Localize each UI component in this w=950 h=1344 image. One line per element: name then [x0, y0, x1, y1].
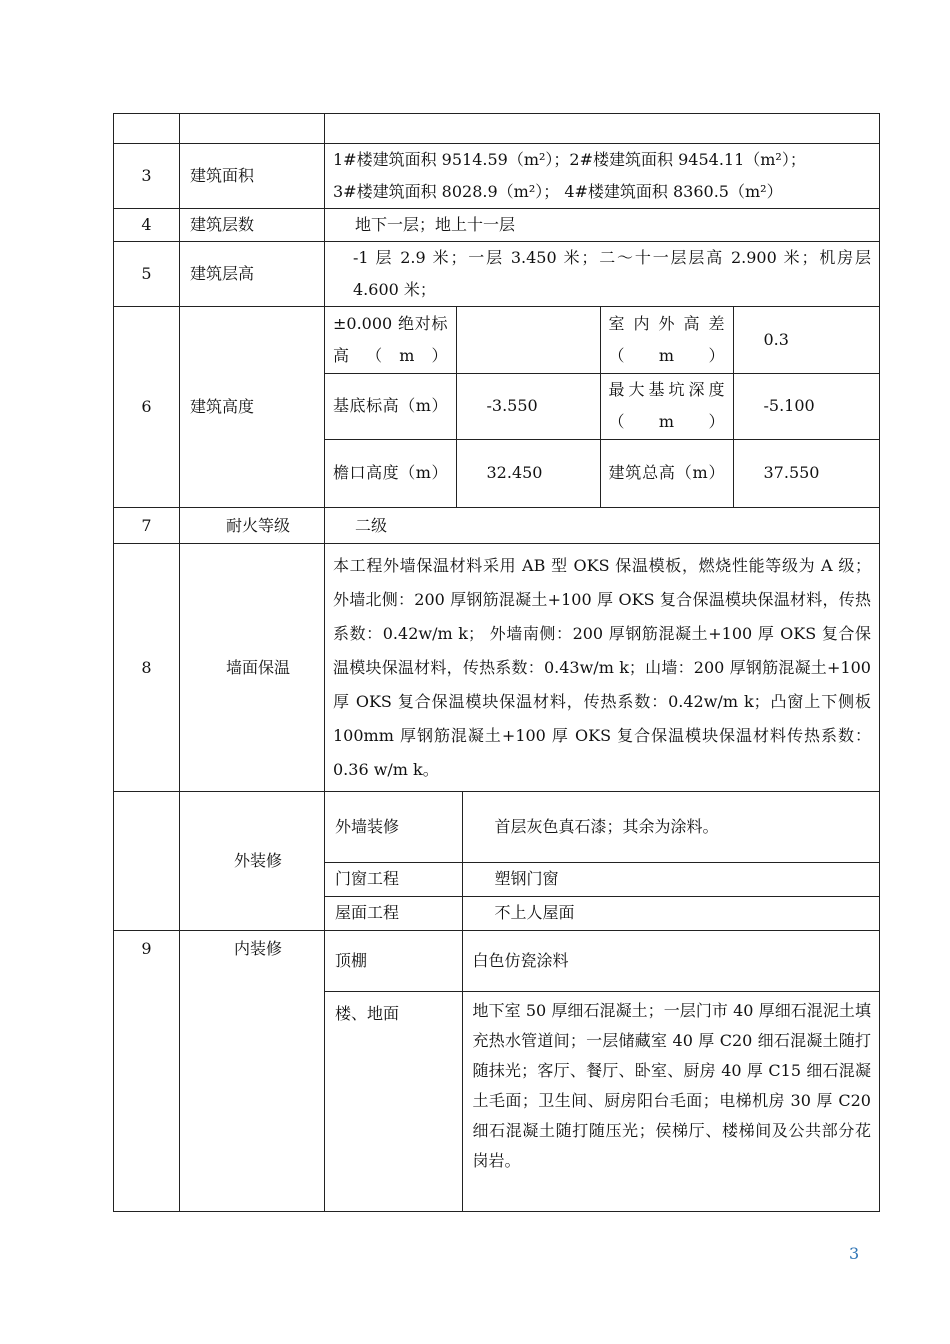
interior-subtable-cell — [325, 931, 880, 1212]
row-value: -1 层 2.9 米；一层 3.450 米；二～十一层层高 2.900 米；机房层 4.600 米； — [325, 242, 880, 307]
row-label: 建筑高度 — [180, 307, 325, 508]
floor-text: 地下室 50 厚细石混凝土；一层门市 40 厚细石混泥土填充热水管道间；一层储藏室 40 厚 C20 细石混凝土随打随抹光；客厅、餐厅、卧室、厨房 40 厚 C15 细石混凝土毛面；卫生间、厨房阳台毛面；电梯机房 30 厚 C20 细石混凝土随打随压光；侯梯厅、楼梯间及公共部分花岗岩。 — [462, 991, 879, 1211]
table-row — [114, 544, 880, 792]
height-subtable-cell — [325, 307, 880, 508]
row-label: 耐火等级 — [180, 508, 325, 544]
table-row — [114, 307, 880, 508]
pit-depth-label: 最大基坑深度（m） — [600, 373, 733, 439]
table-row — [114, 508, 880, 544]
table-row — [114, 144, 880, 209]
eave-height-value: 32.450 — [456, 439, 600, 507]
ceiling-text: 白色仿瓷涂料 — [462, 931, 879, 991]
row-number: 9 — [114, 931, 180, 1212]
spec-table — [113, 113, 880, 1212]
roof-text: 不上人屋面 — [462, 896, 879, 930]
row-value: 本工程外墙保温材料采用 AB 型 OKS 保温模板，燃烧性能等级为 A 级； 外墙北侧：200 厚钢筋混凝土+100 厚 OKS 复合保温模块保温材料，传热系数：0.42w/m k； 外墙南侧：200 厚钢筋混凝土+100 厚 OKS 复合保温模块保温材料，传热系数：0.43w/m k；山墙：200 厚钢筋混凝土+100 厚 OKS 复合保温模块保温材料，传热系数：0.42w/m k；凸窗上下侧板 100mm 厚钢筋混凝土+100 厚 OKS 复合保温模块保温材料传热系数：0.36 w/m k。 — [325, 544, 880, 792]
exterior-subtable — [325, 792, 879, 930]
row-label: 建筑层高 — [180, 242, 325, 307]
roof-label: 屋面工程 — [325, 896, 462, 930]
row-label: 外装修 — [180, 792, 325, 931]
row-value: 二级 — [325, 508, 880, 544]
eave-height-label: 檐口高度（m） — [325, 439, 456, 507]
table-row — [114, 242, 880, 307]
total-height-label: 建筑总高（m） — [600, 439, 733, 507]
row-label: 内装修 — [180, 931, 325, 1212]
exterior-wall-label: 外墙装修 — [325, 792, 462, 862]
ceiling-label: 顶棚 — [325, 931, 462, 991]
row-label: 墙面保温 — [180, 544, 325, 792]
row-label: 建筑层数 — [180, 209, 325, 242]
row-number: 4 — [114, 209, 180, 242]
height-diff-label: 室内外高差（m） — [600, 307, 733, 373]
window-label: 门窗工程 — [325, 862, 462, 896]
height-subtable — [325, 307, 879, 507]
table-row — [114, 114, 880, 144]
page-number: 3 — [849, 1244, 860, 1263]
area-line-1: 1#楼建筑面积 9514.59（m²）；2#楼建筑面积 9454.11（m²）； — [333, 150, 806, 169]
row-number: 6 — [114, 307, 180, 508]
abs-elevation-label: ±0.000 绝对标高（m） — [325, 307, 456, 373]
table-row — [114, 792, 880, 931]
window-text: 塑钢门窗 — [462, 862, 879, 896]
height-diff-value: 0.3 — [733, 307, 879, 373]
base-elevation-label: 基底标高（m） — [325, 373, 456, 439]
area-line-2: 3#楼建筑面积 8028.9（m²）； 4#楼建筑面积 8360.5（m²） — [333, 182, 783, 201]
table-row — [114, 209, 880, 242]
row-number: 3 — [114, 144, 180, 209]
exterior-subtable-cell — [325, 792, 880, 931]
table-row — [114, 931, 880, 1212]
interior-subtable — [325, 931, 879, 1211]
total-height-value: 37.550 — [733, 439, 879, 507]
row-value — [325, 144, 880, 209]
row-number: 8 — [114, 544, 180, 792]
row-number: 5 — [114, 242, 180, 307]
abs-elevation-value — [456, 307, 600, 373]
row-number: 7 — [114, 508, 180, 544]
base-elevation-value: -3.550 — [456, 373, 600, 439]
floor-label: 楼、地面 — [325, 991, 462, 1211]
exterior-wall-text: 首层灰色真石漆；其余为涂料。 — [462, 792, 879, 862]
row-label: 建筑面积 — [180, 144, 325, 209]
row-value: 地下一层；地上十一层 — [325, 209, 880, 242]
pit-depth-value: -5.100 — [733, 373, 879, 439]
